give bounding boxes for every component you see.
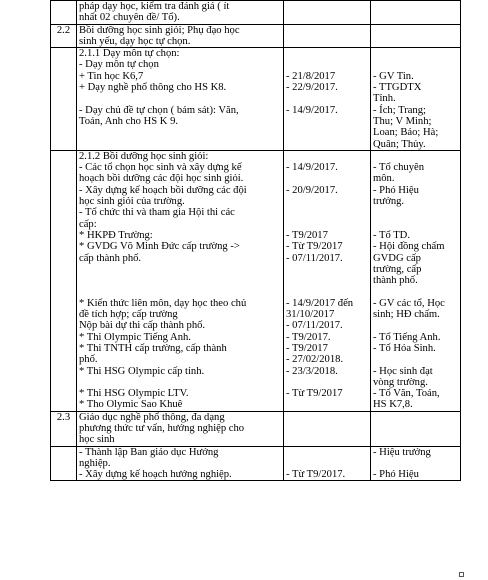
text-line: - 21/8/2017 bbox=[286, 70, 336, 82]
row-time bbox=[284, 446, 371, 481]
text-line bbox=[373, 207, 458, 218]
plan-table bbox=[50, 0, 461, 481]
text-line: - 22/9/2017. bbox=[286, 82, 338, 94]
table-row bbox=[51, 446, 461, 481]
text-line: học sinh bbox=[79, 434, 115, 446]
text-line: - Hội đồng chấm bbox=[373, 241, 445, 253]
text-line: * Tho Olymic Sao Khuê bbox=[79, 399, 183, 411]
table-row bbox=[51, 48, 461, 151]
row-person bbox=[371, 48, 461, 151]
text-line bbox=[286, 196, 368, 207]
text-line bbox=[79, 264, 281, 275]
text-line: - 14/9/2017. bbox=[286, 162, 338, 174]
table-row bbox=[51, 411, 461, 446]
text-line bbox=[286, 286, 368, 297]
text-line: - Phó Hiệu bbox=[373, 469, 419, 481]
text-line: nhất 02 chuyên đề/ Tổ). bbox=[79, 12, 180, 24]
row-number: 2.2 bbox=[51, 24, 77, 48]
text-line: - Phó Hiệu bbox=[373, 184, 419, 196]
text-line bbox=[373, 458, 458, 469]
text-line bbox=[286, 48, 368, 59]
text-line: thành phố. bbox=[373, 275, 418, 287]
text-line bbox=[286, 264, 368, 275]
text-line bbox=[79, 93, 281, 104]
text-line: + Dạy nghề phổ thông cho HS K8. bbox=[79, 82, 227, 94]
text-line: - 20/9/2017. bbox=[286, 184, 338, 196]
text-line: - Tổ Văn, Toán, bbox=[373, 388, 440, 400]
text-line: - 23/3/2018. bbox=[286, 365, 338, 377]
text-line: cấp thành phố. bbox=[79, 252, 142, 264]
text-line bbox=[286, 207, 368, 218]
text-line: - Từ T9/2017 bbox=[286, 388, 343, 400]
text-line bbox=[286, 458, 368, 469]
text-line: Loan; Bảo; Hà; bbox=[373, 127, 439, 139]
text-line: - T9/2017. bbox=[286, 331, 331, 343]
text-line bbox=[286, 399, 368, 410]
text-line: Quân; Thủy. bbox=[373, 138, 426, 150]
text-line: * Thi TNTH cấp trường, cấp thành bbox=[79, 342, 227, 354]
row-person bbox=[371, 150, 461, 411]
row-person bbox=[371, 24, 461, 48]
text-line bbox=[373, 151, 458, 162]
text-line: - Hiệu trưởng bbox=[373, 446, 431, 458]
text-line bbox=[286, 93, 368, 104]
text-line: đề tích hợp; cấp trường bbox=[79, 309, 178, 321]
text-line: trưởng. bbox=[373, 196, 405, 208]
text-line: trường, cấp bbox=[373, 263, 422, 275]
table-row bbox=[51, 24, 461, 48]
text-line: - Các tổ chọn học sinh và xây dựng kế bbox=[79, 162, 242, 174]
text-line: * GVDG Võ Minh Đức cấp trường -> bbox=[79, 241, 240, 253]
text-line: - 07/11/2017. bbox=[286, 320, 343, 332]
text-line: 2.1.2 Bồi dưỡng học sinh giỏi: bbox=[79, 150, 209, 162]
row-time bbox=[284, 48, 371, 151]
text-line bbox=[286, 377, 368, 388]
text-line: môn. bbox=[373, 173, 395, 185]
table-row bbox=[51, 1, 461, 25]
text-line bbox=[373, 320, 458, 331]
row-time bbox=[284, 150, 371, 411]
text-line: - Thành lập Ban giáo dục Hướng bbox=[79, 446, 219, 458]
row-time bbox=[284, 411, 371, 446]
row-person bbox=[371, 446, 461, 481]
text-line bbox=[79, 377, 281, 388]
text-line bbox=[286, 447, 368, 458]
row-content bbox=[77, 150, 284, 411]
text-line: Giáo dục nghề phổ thông, đa dạng bbox=[79, 411, 225, 423]
text-line bbox=[286, 116, 368, 127]
text-line: phố. bbox=[79, 354, 98, 366]
text-line: - Tổ Tiếng Anh. bbox=[373, 331, 441, 343]
text-line: - Tổ Hóa Sinh. bbox=[373, 342, 436, 354]
text-line: - Dạy môn tự chọn bbox=[79, 59, 159, 71]
text-line: - 14/9/2017 đến bbox=[286, 297, 354, 309]
text-line: HS K7,8. bbox=[373, 399, 413, 411]
row-person bbox=[371, 1, 461, 25]
text-line: vòng trường. bbox=[373, 376, 428, 388]
text-line: sinh; HĐ chấm. bbox=[373, 309, 440, 321]
row-content bbox=[77, 411, 284, 446]
text-line: - TTGDTX bbox=[373, 82, 422, 94]
text-line bbox=[373, 59, 458, 70]
text-line: nghiệp. bbox=[79, 457, 111, 469]
text-line bbox=[79, 286, 281, 297]
text-line bbox=[373, 48, 458, 59]
text-line: - Dạy chủ đề tự chọn ( bám sát): Văn, bbox=[79, 104, 239, 116]
text-line: - 14/9/2017. bbox=[286, 104, 338, 116]
text-line: - Từ T9/2017 bbox=[286, 241, 343, 253]
text-line: 31/10/2017 bbox=[286, 309, 335, 321]
text-line bbox=[286, 219, 368, 230]
text-line: - GV các tổ, Học bbox=[373, 297, 445, 309]
row-number bbox=[51, 446, 77, 481]
text-line: + Tin học K6,7 bbox=[79, 70, 144, 82]
row-content bbox=[77, 446, 284, 481]
text-line bbox=[79, 275, 281, 286]
text-line: cấp: bbox=[79, 218, 97, 230]
text-line: - Tổ chuyên bbox=[373, 162, 424, 174]
text-line: - Ích; Trang; bbox=[373, 104, 426, 116]
text-line: - Học sinh đạt bbox=[373, 365, 433, 377]
row-time bbox=[284, 1, 371, 25]
text-line: GVDG cấp bbox=[373, 252, 421, 264]
text-line: sinh yếu, dạy học tự chọn. bbox=[79, 35, 191, 47]
text-line: - Tổ chức thi và tham gia Hội thi các bbox=[79, 207, 235, 219]
text-line: pháp dạy học, kiểm tra đánh giá ( ít bbox=[79, 1, 230, 12]
row-person bbox=[371, 411, 461, 446]
row-number bbox=[51, 1, 77, 25]
text-line: - Xây dựng kế hoạch hướng nghiệp. bbox=[79, 469, 232, 481]
text-line: phương thức tư vấn, hướng nghiệp cho bbox=[79, 422, 245, 434]
page-corner-marker bbox=[459, 572, 464, 577]
table-row bbox=[51, 150, 461, 411]
text-line bbox=[373, 354, 458, 365]
text-line: Tỉnh. bbox=[373, 93, 396, 105]
text-line: - Xây dựng kế hoạch bồi dưỡng các đội bbox=[79, 184, 247, 196]
text-line: - Từ T9/2017. bbox=[286, 469, 346, 481]
text-line: Nộp bài dự thi cấp thành phố. bbox=[79, 320, 206, 332]
text-line: Thu; V Minh; bbox=[373, 115, 432, 127]
text-line bbox=[286, 173, 368, 184]
row-number bbox=[51, 48, 77, 151]
text-line bbox=[286, 59, 368, 70]
row-number: 2.3 bbox=[51, 411, 77, 446]
row-number bbox=[51, 150, 77, 411]
text-line bbox=[286, 275, 368, 286]
row-content bbox=[77, 48, 284, 151]
row-time bbox=[284, 24, 371, 48]
text-line: hoạch bồi dưỡng các đội học sinh giỏi. bbox=[79, 173, 244, 185]
text-line bbox=[373, 219, 458, 230]
text-line: Bồi dưỡng học sinh giỏi; Phụ đạo học bbox=[79, 24, 240, 36]
text-line: - 07/11/2017. bbox=[286, 252, 343, 264]
row-content bbox=[77, 1, 284, 25]
text-line: * Thi HSG Olympic LTV. bbox=[79, 388, 189, 400]
text-line: - Tổ TD. bbox=[373, 229, 410, 241]
text-line: * HKPĐ Trường: bbox=[79, 229, 153, 241]
text-line: * Kiến thức liên môn, dạy học theo chủ bbox=[79, 297, 247, 309]
text-line: - T9/2017 bbox=[286, 229, 328, 241]
text-line: - T9/2017 bbox=[286, 342, 328, 354]
text-line: học sinh giỏi của trường. bbox=[79, 196, 185, 208]
text-line: Toán, Anh cho HS K 9. bbox=[79, 115, 179, 127]
row-content bbox=[77, 24, 284, 48]
text-line: 2.1.1 Dạy môn tự chọn: bbox=[79, 48, 180, 60]
text-line: - 27/02/2018. bbox=[286, 354, 344, 366]
text-line: * Thi Olympic Tiếng Anh. bbox=[79, 331, 191, 343]
text-line bbox=[373, 286, 458, 297]
text-line: * Thi HSG Olympic cấp tỉnh. bbox=[79, 365, 205, 377]
text-line: - GV Tin. bbox=[373, 70, 414, 82]
text-line bbox=[286, 151, 368, 162]
